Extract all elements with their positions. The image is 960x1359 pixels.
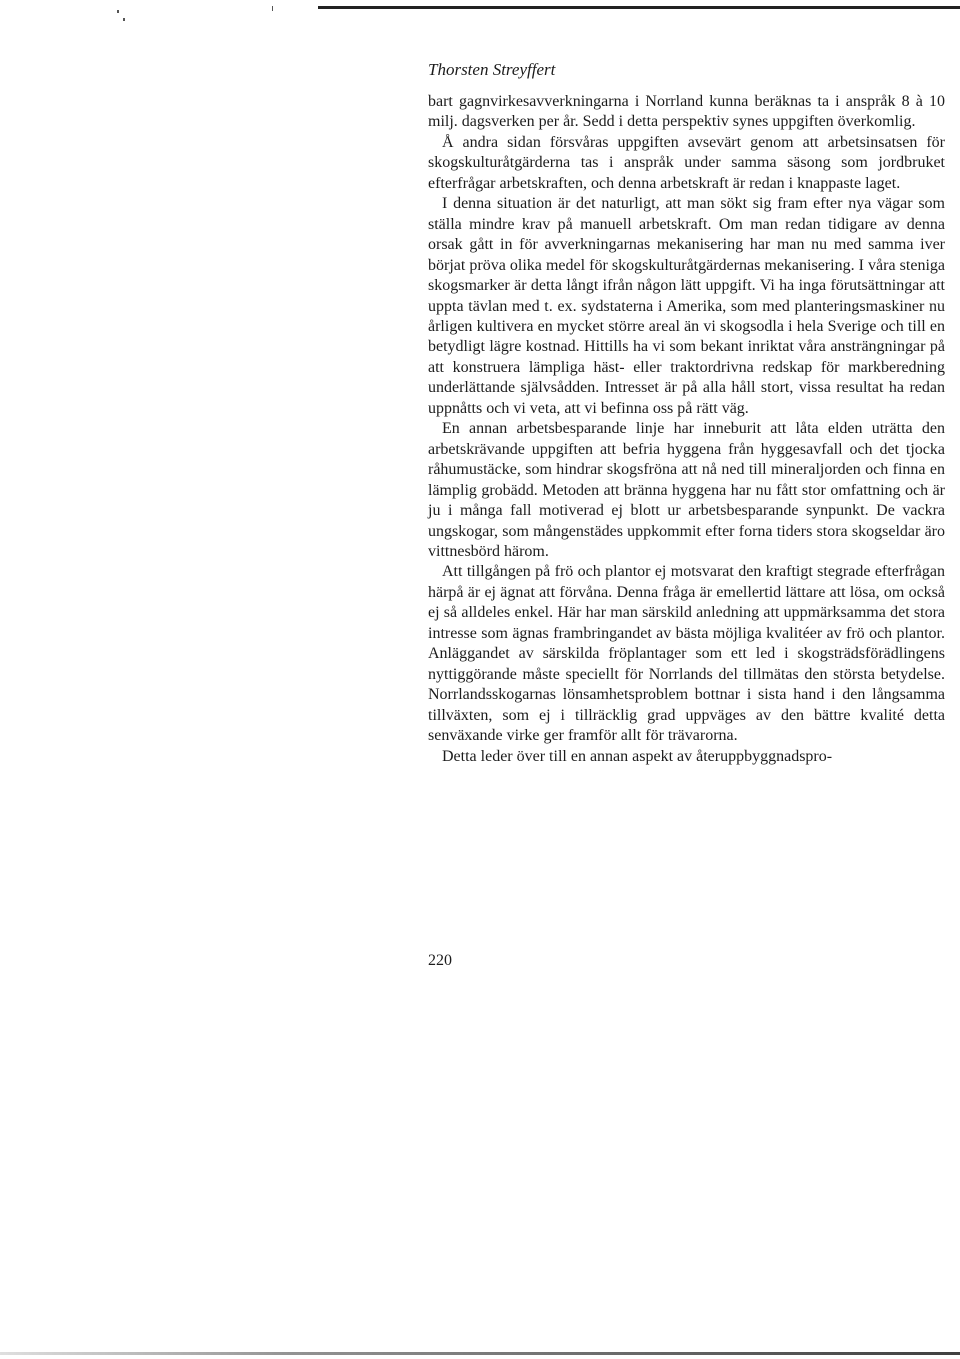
- paragraph: En annan arbetsbesparande linje har inneburit att låta elden uträtta den arbetskrävande uppgiften att befria hyggena från hyggesavfall och det tjocka råhumustäcke, som hindrar skogsfröna att nå ned till mineraljorden och finna en lämplig grobädd. Metoden att bränna hyggena har nu fått stor omfattning och är ju i många fall motiverad ej blott ur arbetsbesparande synpunkt. De vackra ungskogar, som mångenstädes uppkommit efter forna tiders stora skogseldar äro vittnesbörd härom.: [428, 420, 945, 560]
- paragraph: Å andra sidan försvåras uppgiften avsevärt genom att arbetsinsatsen för skogskulturåtgärderna tas i anspråk under samma säsong som jordbruket efterfrågar arbetskraften, och denna arbetskraft är redan i knappaste laget.: [428, 133, 945, 192]
- scan-speck: [117, 10, 119, 13]
- scan-edge-top: [318, 6, 960, 9]
- scan-speck: [272, 6, 273, 11]
- body-text: [428, 92, 945, 767]
- paragraph: I denna situation är det naturligt, att man sökt sig fram efter nya vägar som ställa mindre krav på manuell arbetskraft. Om man redan tidigare av denna orsak gått in för avverkningarnas mekanisering har man nu med samma iver börjat pröva olika medel för skogskulturåtgärdernas mekanisering. I våra steniga skogsmarker är detta långt ifrån någon lätt uppgift. Vi ha inga förutsättningar att uppta tävlan med t. ex. sydstaterna i Amerika, som med planteringsmaskiner nu årligen kultivera en mycket större areal än vi skogsodla i hela Sverige och till en betydligt lägre kostnad. Hittills ha vi som bekant inriktat våra ansträngningar på att konstruera lämpliga häst- eller traktordrivna redskap för markberedning underlättande självsådden. Intresset är på alla håll stort, vissa resultat ha redan uppnåtts och vi veta, att vi befinna oss på rätt väg.: [428, 195, 945, 417]
- running-head-author: Thorsten Streyffert: [428, 60, 556, 79]
- page-number: 220: [428, 952, 452, 969]
- scan-edge-bottom: [0, 1352, 960, 1355]
- scan-speck: [123, 18, 125, 21]
- paragraph: Att tillgången på frö och plantor ej motsvarat den kraftigt stegrade efterfrågan härpå är ej ägnat att förvåna. Denna fråga är emellertid lättare att lösa, om också ej så alldeles enkel. Här har man särskild anledning att uppmärksamma det stora intresse som ägnas frambringandet av bästa möjliga kvalitéer av frö och plantor. Anläggandet av särskilda fröplantager som ett led i skogsträdsförädlingens nyttiggörande måste speciellt för Norrlands del tillmätas den största betydelse. Norrlandsskogarnas lönsamhetsproblem bottnar i sista hand i den långsamma tillväxten, som ej i tillräcklig grad uppväges av den bättre kvalité detta senväxande virke ger framför allt för trävarorna.: [428, 563, 945, 745]
- paragraph: bart gagnvirkesavverkningarna i Norrland kunna beräknas ta i anspråk 8 à 10 milj. dagsverken per år. Sedd i detta perspektiv synes uppgiften överkomlig.: [428, 93, 945, 131]
- paragraph: Detta leder över till en annan aspekt av återuppbyggnadspro-: [442, 747, 833, 765]
